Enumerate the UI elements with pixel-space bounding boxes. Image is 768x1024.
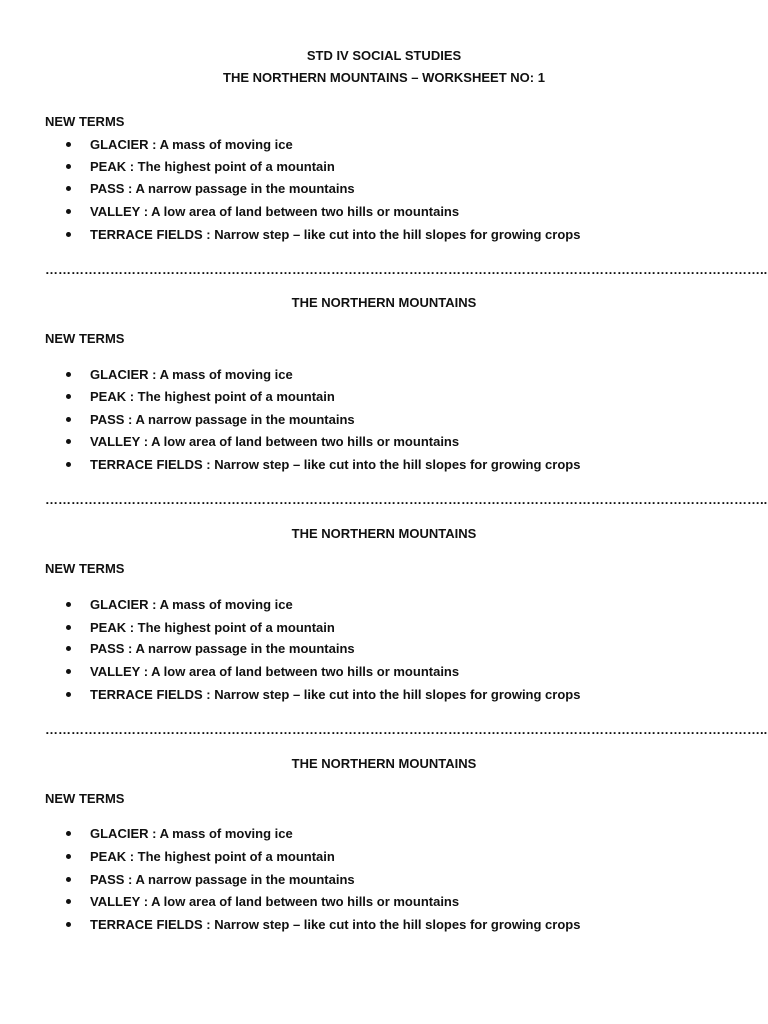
bullet-icon <box>66 826 74 842</box>
term-peak: PEAK : The highest point of a mountain <box>90 389 335 404</box>
term-peak: PEAK : The highest point of a mountain <box>90 620 335 635</box>
cut-line-divider: ………………………………………………………………………………………………………………………………………………….. <box>45 262 768 277</box>
term-terrace-fields: TERRACE FIELDS : Narrow step – like cut into the hill slopes for growing crops <box>90 917 581 932</box>
section-title: THE NORTHERN MOUNTAINS <box>291 756 477 771</box>
term-valley: VALLEY : A low area of land between two hills or mountains <box>90 894 460 909</box>
bullet-icon <box>66 457 74 473</box>
section-title: THE NORTHERN MOUNTAINS <box>291 295 477 310</box>
term-pass: PASS : A narrow passage in the mountains <box>90 641 355 656</box>
term-valley: VALLEY : A low area of land between two hills or mountains <box>90 664 460 679</box>
term-valley: VALLEY : A low area of land between two hills or mountains <box>90 204 460 219</box>
bullet-icon <box>66 181 74 197</box>
bullet-icon <box>66 620 74 636</box>
new-terms-heading: NEW TERMS <box>45 331 125 346</box>
bullet-icon <box>66 641 74 657</box>
term-valley: VALLEY : A low area of land between two hills or mountains <box>90 434 460 449</box>
bullet-icon <box>66 917 74 933</box>
bullet-icon <box>66 434 74 450</box>
bullet-icon <box>66 159 74 175</box>
bullet-icon <box>66 389 74 405</box>
term-pass: PASS : A narrow passage in the mountains <box>90 872 355 887</box>
new-terms-heading: NEW TERMS <box>45 791 125 806</box>
term-glacier: GLACIER : A mass of moving ice <box>90 367 293 382</box>
bullet-icon <box>66 367 74 383</box>
bullet-icon <box>66 894 74 910</box>
bullet-icon <box>66 597 74 613</box>
cut-line-divider: ………………………………………………………………………………………………………………………………………………….. <box>45 722 768 737</box>
bullet-icon <box>66 687 74 703</box>
worksheet-title: THE NORTHERN MOUNTAINS – WORKSHEET NO: 1 <box>223 70 545 85</box>
term-terrace-fields: TERRACE FIELDS : Narrow step – like cut into the hill slopes for growing crops <box>90 687 581 702</box>
bullet-icon <box>66 137 74 153</box>
worksheet-class-subject: STD IV SOCIAL STUDIES <box>306 48 462 63</box>
bullet-icon <box>66 227 74 243</box>
new-terms-heading: NEW TERMS <box>45 561 125 576</box>
bullet-icon <box>66 664 74 680</box>
term-terrace-fields: TERRACE FIELDS : Narrow step – like cut into the hill slopes for growing crops <box>90 457 581 472</box>
term-terrace-fields: TERRACE FIELDS : Narrow step – like cut into the hill slopes for growing crops <box>90 227 581 242</box>
term-pass: PASS : A narrow passage in the mountains <box>90 181 355 196</box>
term-pass: PASS : A narrow passage in the mountains <box>90 412 355 427</box>
term-peak: PEAK : The highest point of a mountain <box>90 849 335 864</box>
new-terms-heading: NEW TERMS <box>45 114 125 129</box>
bullet-icon <box>66 872 74 888</box>
term-glacier: GLACIER : A mass of moving ice <box>90 826 293 841</box>
term-glacier: GLACIER : A mass of moving ice <box>90 137 293 152</box>
bullet-icon <box>66 849 74 865</box>
term-peak: PEAK : The highest point of a mountain <box>90 159 335 174</box>
bullet-icon <box>66 204 74 220</box>
cut-line-divider: ………………………………………………………………………………………………………………………………………………….. <box>45 492 768 507</box>
section-title: THE NORTHERN MOUNTAINS <box>291 526 477 541</box>
term-glacier: GLACIER : A mass of moving ice <box>90 597 293 612</box>
bullet-icon <box>66 412 74 428</box>
